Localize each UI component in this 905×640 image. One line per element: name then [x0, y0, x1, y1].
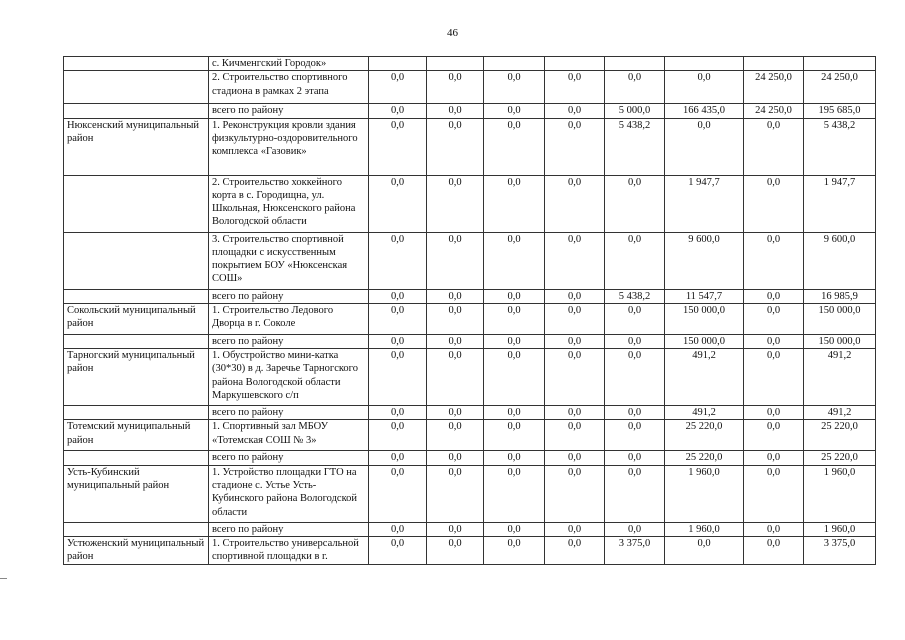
value-cell: 0,0 — [545, 334, 605, 348]
table-row — [64, 57, 876, 71]
value-cell: 0,0 — [484, 303, 545, 334]
value-cell: 1 960,0 — [804, 522, 876, 536]
table-row — [64, 118, 876, 175]
value-cell: 24 250,0 — [744, 71, 804, 104]
value-cell: 0,0 — [369, 71, 427, 104]
value-cell: 0,0 — [545, 465, 605, 522]
value-cell: 150 000,0 — [665, 334, 744, 348]
value-cell: 0,0 — [484, 289, 545, 303]
value-cell: 0,0 — [605, 334, 665, 348]
value-cell — [545, 57, 605, 71]
value-cell: 0,0 — [369, 522, 427, 536]
value-cell: 0,0 — [484, 537, 545, 565]
value-cell: 25 220,0 — [665, 451, 744, 465]
value-cell: 0,0 — [369, 406, 427, 420]
table-row — [64, 537, 876, 565]
value-cell: 3 375,0 — [804, 537, 876, 565]
value-cell: 195 685,0 — [804, 104, 876, 118]
district-cell — [64, 175, 209, 232]
value-cell: 0,0 — [484, 104, 545, 118]
value-cell: 0,0 — [744, 334, 804, 348]
table-row — [64, 71, 876, 104]
value-cell — [369, 57, 427, 71]
value-cell — [427, 57, 484, 71]
value-cell: 16 985,9 — [804, 289, 876, 303]
value-cell: 1 947,7 — [804, 175, 876, 232]
project-cell: 1. Реконструкция кровли здания физкультурно-оздоровительного комплекса «Газовик» — [209, 118, 369, 175]
value-cell: 0,0 — [369, 349, 427, 406]
project-cell: всего по району — [209, 451, 369, 465]
value-cell: 0,0 — [605, 406, 665, 420]
value-cell: 0,0 — [605, 232, 665, 289]
value-cell: 0,0 — [369, 303, 427, 334]
value-cell — [484, 57, 545, 71]
value-cell: 5 000,0 — [605, 104, 665, 118]
value-cell — [665, 57, 744, 71]
value-cell: 0,0 — [427, 289, 484, 303]
value-cell: 0,0 — [605, 71, 665, 104]
value-cell — [744, 57, 804, 71]
value-cell: 0,0 — [545, 522, 605, 536]
table-row — [64, 522, 876, 536]
value-cell: 0,0 — [427, 232, 484, 289]
value-cell: 0,0 — [744, 118, 804, 175]
value-cell: 0,0 — [545, 420, 605, 451]
value-cell: 0,0 — [484, 118, 545, 175]
value-cell: 0,0 — [545, 406, 605, 420]
value-cell: 1 947,7 — [665, 175, 744, 232]
value-cell: 0,0 — [744, 175, 804, 232]
value-cell: 0,0 — [545, 451, 605, 465]
value-cell: 0,0 — [484, 175, 545, 232]
district-cell — [64, 406, 209, 420]
table-row — [64, 349, 876, 406]
value-cell: 0,0 — [427, 465, 484, 522]
value-cell: 9 600,0 — [804, 232, 876, 289]
value-cell: 0,0 — [744, 289, 804, 303]
value-cell: 166 435,0 — [665, 104, 744, 118]
value-cell: 0,0 — [427, 537, 484, 565]
value-cell: 0,0 — [665, 71, 744, 104]
district-cell: Устюженский муниципальный район — [64, 537, 209, 565]
value-cell: 491,2 — [804, 349, 876, 406]
value-cell: 0,0 — [605, 522, 665, 536]
value-cell: 0,0 — [484, 232, 545, 289]
project-cell: всего по району — [209, 334, 369, 348]
value-cell: 150 000,0 — [804, 334, 876, 348]
value-cell: 1 960,0 — [804, 465, 876, 522]
value-cell: 0,0 — [427, 104, 484, 118]
table-row — [64, 406, 876, 420]
table-row — [64, 451, 876, 465]
value-cell: 0,0 — [369, 420, 427, 451]
project-cell: всего по району — [209, 104, 369, 118]
project-cell: с. Кичменгский Городок» — [209, 57, 369, 71]
project-cell: всего по району — [209, 406, 369, 420]
district-cell — [64, 334, 209, 348]
value-cell: 0,0 — [545, 537, 605, 565]
value-cell: 0,0 — [369, 537, 427, 565]
value-cell: 3 375,0 — [605, 537, 665, 565]
district-cell: Усть-Кубинский муниципальный район — [64, 465, 209, 522]
value-cell: 0,0 — [484, 465, 545, 522]
project-cell: 1. Обустройство мини-катка (30*30) в д. Заречье Тарногского района Вологодской области Маркушевского с/п — [209, 349, 369, 406]
value-cell: 0,0 — [427, 349, 484, 406]
value-cell: 0,0 — [427, 522, 484, 536]
page-number: 46 — [447, 27, 458, 39]
table-row — [64, 289, 876, 303]
value-cell: 0,0 — [484, 451, 545, 465]
scan-edge-mark — [0, 578, 7, 579]
value-cell: 11 547,7 — [665, 289, 744, 303]
value-cell: 0,0 — [665, 537, 744, 565]
project-cell: 1. Спортивный зал МБОУ «Тотемская СОШ № 3» — [209, 420, 369, 451]
value-cell: 0,0 — [605, 303, 665, 334]
table-row — [64, 175, 876, 232]
value-cell — [804, 57, 876, 71]
value-cell — [605, 57, 665, 71]
value-cell: 491,2 — [665, 406, 744, 420]
district-cell — [64, 232, 209, 289]
value-cell: 0,0 — [369, 465, 427, 522]
project-cell: всего по району — [209, 289, 369, 303]
value-cell: 0,0 — [369, 118, 427, 175]
project-cell: всего по району — [209, 522, 369, 536]
value-cell: 0,0 — [369, 175, 427, 232]
value-cell: 5 438,2 — [605, 118, 665, 175]
value-cell: 5 438,2 — [804, 118, 876, 175]
district-cell — [64, 57, 209, 71]
value-cell: 0,0 — [545, 232, 605, 289]
district-cell — [64, 451, 209, 465]
district-cell — [64, 289, 209, 303]
value-cell: 0,0 — [744, 465, 804, 522]
value-cell: 25 220,0 — [804, 420, 876, 451]
table-row — [64, 232, 876, 289]
value-cell: 0,0 — [369, 289, 427, 303]
value-cell: 9 600,0 — [665, 232, 744, 289]
project-cell: 1. Строительство универсальной спортивной площадки в г. — [209, 537, 369, 565]
value-cell: 0,0 — [605, 420, 665, 451]
value-cell: 24 250,0 — [744, 104, 804, 118]
project-cell: 2. Строительство хоккейного корта в с. Городищна, ул. Школьная, Нюксенского района Вологодской области — [209, 175, 369, 232]
value-cell: 0,0 — [545, 289, 605, 303]
table-row — [64, 334, 876, 348]
table-row — [64, 420, 876, 451]
value-cell: 0,0 — [427, 71, 484, 104]
value-cell: 25 220,0 — [665, 420, 744, 451]
district-cell: Тарногский муниципальный район — [64, 349, 209, 406]
value-cell: 5 438,2 — [605, 289, 665, 303]
district-cell: Нюксенский муниципальный район — [64, 118, 209, 175]
table-row — [64, 303, 876, 334]
value-cell: 1 960,0 — [665, 522, 744, 536]
value-cell: 0,0 — [605, 451, 665, 465]
value-cell: 24 250,0 — [804, 71, 876, 104]
value-cell: 0,0 — [427, 451, 484, 465]
value-cell: 0,0 — [605, 465, 665, 522]
value-cell: 0,0 — [369, 451, 427, 465]
value-cell: 0,0 — [545, 175, 605, 232]
value-cell: 0,0 — [744, 537, 804, 565]
value-cell: 0,0 — [744, 349, 804, 406]
value-cell: 0,0 — [605, 349, 665, 406]
value-cell: 0,0 — [369, 232, 427, 289]
district-cell: Сокольский муниципальный район — [64, 303, 209, 334]
value-cell: 150 000,0 — [665, 303, 744, 334]
value-cell: 0,0 — [605, 175, 665, 232]
value-cell: 0,0 — [427, 303, 484, 334]
district-cell: Тотемский муниципальный район — [64, 420, 209, 451]
project-cell: 1. Строительство Ледового Дворца в г. Соколе — [209, 303, 369, 334]
value-cell: 1 960,0 — [665, 465, 744, 522]
value-cell: 0,0 — [484, 334, 545, 348]
value-cell: 0,0 — [744, 420, 804, 451]
value-cell: 0,0 — [744, 451, 804, 465]
budget-table — [63, 56, 876, 565]
value-cell: 0,0 — [545, 104, 605, 118]
value-cell: 0,0 — [484, 420, 545, 451]
value-cell: 0,0 — [427, 420, 484, 451]
project-cell: 1. Устройство площадки ГТО на стадионе с. Устье Усть-Кубинского района Вологодской области — [209, 465, 369, 522]
value-cell: 0,0 — [665, 118, 744, 175]
value-cell: 0,0 — [427, 175, 484, 232]
value-cell: 0,0 — [484, 406, 545, 420]
value-cell: 0,0 — [427, 334, 484, 348]
value-cell: 0,0 — [484, 522, 545, 536]
value-cell: 0,0 — [545, 303, 605, 334]
value-cell: 25 220,0 — [804, 451, 876, 465]
value-cell: 0,0 — [744, 406, 804, 420]
value-cell: 0,0 — [427, 118, 484, 175]
value-cell: 0,0 — [744, 303, 804, 334]
value-cell: 0,0 — [545, 349, 605, 406]
district-cell — [64, 104, 209, 118]
value-cell: 0,0 — [369, 334, 427, 348]
value-cell: 0,0 — [744, 522, 804, 536]
project-cell: 3. Строительство спортивной площадки с искусственным покрытием БОУ «Нюксенская СОШ» — [209, 232, 369, 289]
value-cell: 0,0 — [484, 349, 545, 406]
value-cell: 0,0 — [545, 118, 605, 175]
district-cell — [64, 522, 209, 536]
project-cell: 2. Строительство спортивного стадиона в рамках 2 этапа — [209, 71, 369, 104]
value-cell: 0,0 — [484, 71, 545, 104]
value-cell: 0,0 — [369, 104, 427, 118]
value-cell: 491,2 — [804, 406, 876, 420]
value-cell: 0,0 — [545, 71, 605, 104]
value-cell: 0,0 — [744, 232, 804, 289]
value-cell: 150 000,0 — [804, 303, 876, 334]
value-cell: 491,2 — [665, 349, 744, 406]
table-row — [64, 104, 876, 118]
table-body — [64, 57, 876, 565]
district-cell — [64, 71, 209, 104]
value-cell: 0,0 — [427, 406, 484, 420]
table-row — [64, 465, 876, 522]
